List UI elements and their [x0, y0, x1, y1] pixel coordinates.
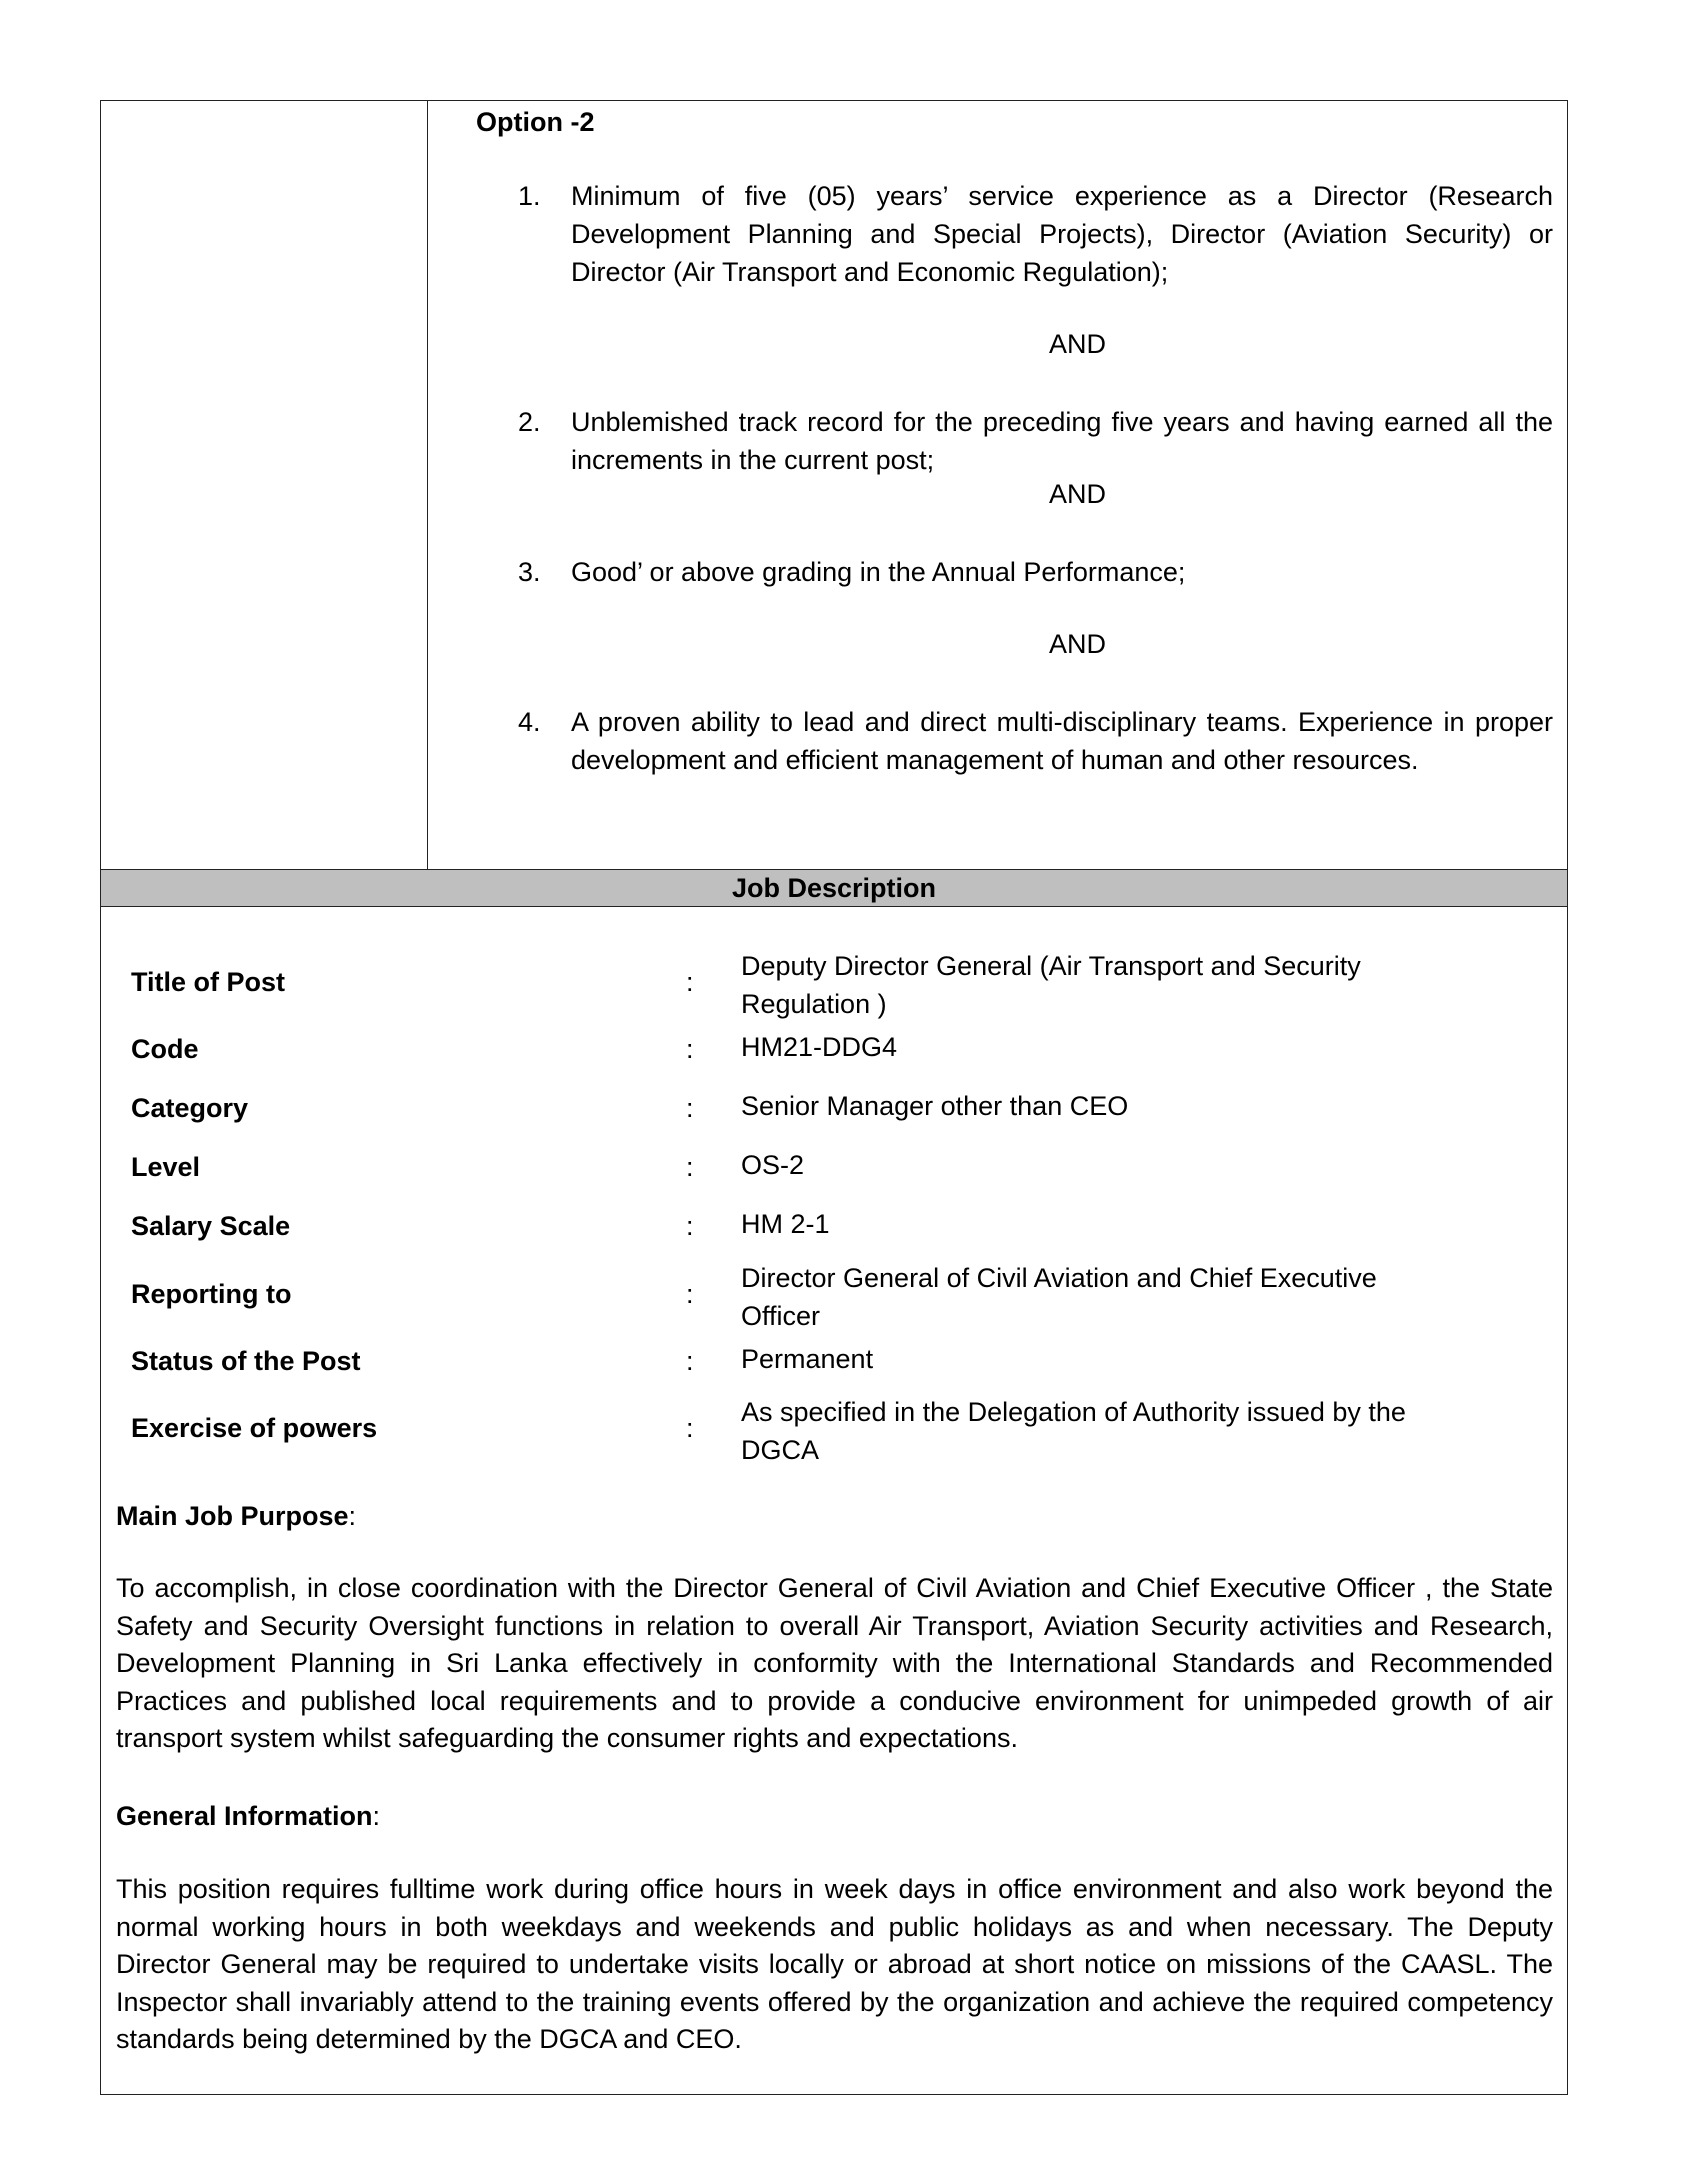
requirement-item: [518, 553, 1553, 591]
and-connector: AND: [1048, 329, 1106, 359]
field-colon: :: [686, 1413, 694, 1443]
field-label: Category: [131, 1093, 249, 1123]
field-label: Code: [131, 1034, 199, 1064]
requirement-text: Good’ or above grading in the Annual Performance;: [571, 557, 1186, 587]
field-value: OS-2: [741, 1150, 805, 1180]
field-value: Senior Manager other than CEO: [741, 1091, 1129, 1121]
general-information-text: This position requires fulltime work during office hours in week days in office environment and also work beyond the normal working hours in both weekdays and weekends and public holidays as and when necessary. The Deputy Director General may be required to undertake visits locally or abroad at short notice on missions of the CAASL. The Inspector shall invariably attend to the training events offered by the organization and achieve the required competency standards being determined by the DGCA and CEO.: [116, 1874, 1553, 2055]
general-information-colon: :: [372, 1801, 381, 1831]
field-value: Permanent: [741, 1344, 874, 1374]
field-label: Salary Scale: [131, 1211, 291, 1241]
requirement-text: Minimum of five (05) years’ service experience as a Director (Research Development Planning and Special Projects), Director (Aviation Security) or Director (Air Transport and Economic Regulation);: [571, 181, 1553, 287]
general-information-title: General Information: [116, 1801, 373, 1831]
and-connector: AND: [1048, 479, 1106, 509]
field-value: As specified in the Delegation of Authority issued by the DGCA: [741, 1397, 1406, 1465]
general-information-heading: [116, 1801, 380, 1832]
field-label: Title of Post: [131, 967, 286, 997]
option-title: Option -2: [476, 107, 595, 137]
requirement-item: [518, 177, 1553, 291]
field-value: HM 2-1: [741, 1209, 830, 1239]
field-label: Status of the Post: [131, 1346, 361, 1376]
requirement-number: 2.: [518, 407, 541, 437]
field-value: Director General of Civil Aviation and Chief Executive Officer: [741, 1263, 1377, 1331]
field-colon: :: [686, 1152, 694, 1182]
main-job-purpose-colon: :: [348, 1501, 357, 1531]
field-colon: :: [686, 1346, 694, 1376]
empty-label-cell: [101, 101, 428, 869]
requirement-text: A proven ability to lead and direct multi-disciplinary teams. Experience in proper development and efficient management of human and other resources.: [571, 707, 1553, 775]
field-label: Exercise of powers: [131, 1413, 378, 1443]
main-job-purpose-heading: [116, 1501, 356, 1532]
requirement-number: 3.: [518, 557, 541, 587]
job-description-header: Job Description: [101, 869, 1567, 907]
requirement-number: 4.: [518, 707, 541, 737]
field-colon: :: [686, 1279, 694, 1309]
and-connector: AND: [1048, 629, 1106, 659]
main-job-purpose-title: Main Job Purpose: [116, 1501, 349, 1531]
document-table: [100, 100, 1568, 2095]
requirement-item: [518, 403, 1553, 479]
field-colon: :: [686, 967, 694, 997]
requirement-item: [518, 703, 1553, 779]
field-label: Level: [131, 1152, 201, 1182]
main-job-purpose-text: To accomplish, in close coordination with the Director General of Civil Aviation and Chief Executive Officer , the State Safety and Security Oversight functions in relation to overall Air Transport, Aviation Security activities and Research, Development Planning in Sri Lanka effectively in conformity with the International Standards and Recommended Practices and published local requirements and to provide a conducive environment for unimpeded growth of air transport system whilst safeguarding the consumer rights and expectations.: [116, 1573, 1553, 1754]
field-colon: :: [686, 1093, 694, 1123]
field-value: HM21-DDG4: [741, 1032, 898, 1062]
requirement-text: Unblemished track record for the preceding five years and having earned all the increments in the current post;: [571, 407, 1553, 475]
field-label: Reporting to: [131, 1279, 292, 1309]
option-cell: [428, 101, 1567, 869]
requirement-number: 1.: [518, 181, 541, 211]
field-colon: :: [686, 1211, 694, 1241]
field-value: Deputy Director General (Air Transport and Security Regulation ): [741, 951, 1361, 1019]
field-colon: :: [686, 1034, 694, 1064]
